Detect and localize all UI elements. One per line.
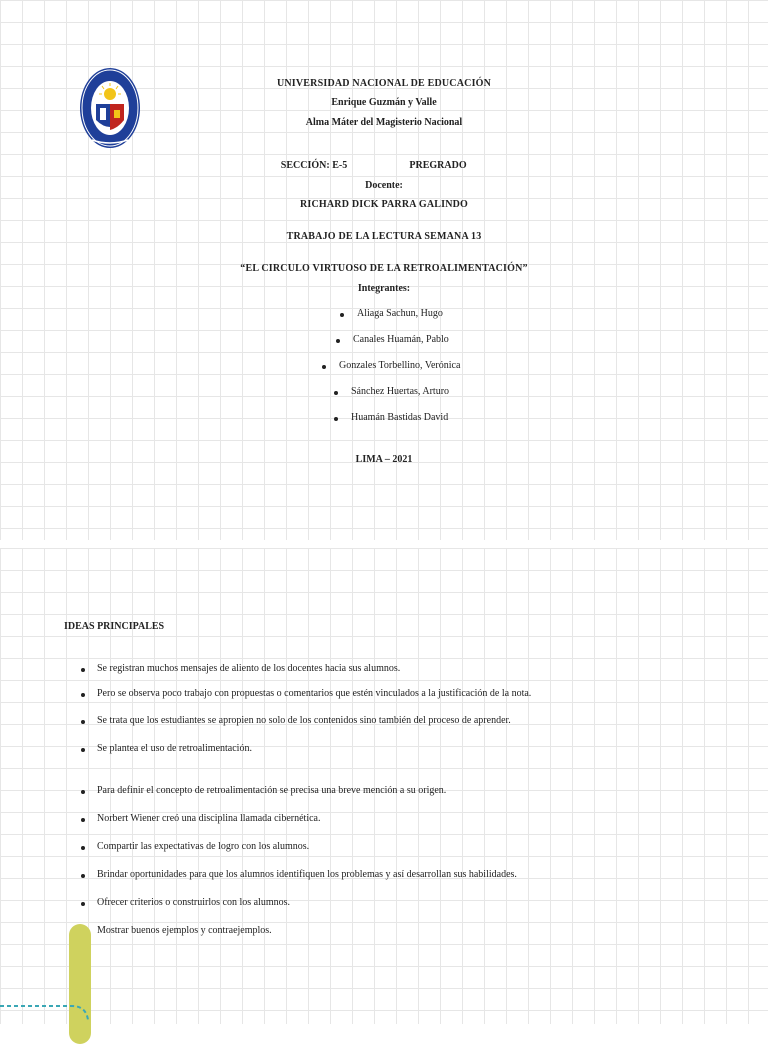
bullet-icon bbox=[336, 339, 340, 343]
ideas-heading: IDEAS PRINCIPALES bbox=[64, 621, 165, 632]
assignment-title: TRABAJO DE LA LECTURA SEMANA 13 bbox=[286, 231, 482, 242]
decorative-dashed-line bbox=[0, 1004, 90, 1026]
member-item: Sánchez Huertas, Arturo bbox=[351, 386, 450, 397]
university-name: UNIVERSIDAD NACIONAL DE EDUCACIÓN bbox=[276, 78, 492, 89]
bullet-icon bbox=[81, 818, 85, 822]
member-item: Canales Huamán, Pablo bbox=[353, 334, 449, 345]
level-label: PREGRADO bbox=[409, 160, 467, 171]
teacher-name: RICHARD DICK PARRA GALINDO bbox=[299, 199, 469, 210]
teacher-label: Docente: bbox=[365, 180, 403, 191]
member-item: Gonzales Torbellino, Verónica bbox=[339, 360, 461, 371]
members-label: Integrantes: bbox=[357, 283, 411, 294]
bullet-icon bbox=[340, 313, 344, 317]
idea-item: Se trata que los estudiantes se apropien no solo de los contenidos sino también del proceso de aprender. bbox=[97, 715, 511, 726]
university-namesake: Enrique Guzmán y Valle bbox=[331, 97, 437, 108]
idea-item: Se plantea el uso de retroalimentación. bbox=[97, 743, 252, 754]
bullet-icon bbox=[81, 790, 85, 794]
bullet-icon bbox=[334, 417, 338, 421]
bullet-icon bbox=[81, 846, 85, 850]
bullet-icon bbox=[81, 902, 85, 906]
section-label: SECCIÓN: E-5 bbox=[280, 160, 348, 171]
bullet-icon bbox=[322, 365, 326, 369]
idea-item: Se registran muchos mensajes de aliento de los docentes hacia sus alumnos. bbox=[97, 663, 401, 674]
place-year: LIMA – 2021 bbox=[355, 454, 413, 465]
idea-item: Pero se observa poco trabajo con propuestas o comentarios que estén vinculados a la justificación de la nota. bbox=[97, 688, 532, 699]
decorative-bar bbox=[69, 924, 91, 1044]
page-separator bbox=[0, 540, 768, 548]
idea-item: Ofrecer criterios o construirlos con los alumnos. bbox=[97, 897, 291, 908]
bullet-icon bbox=[81, 693, 85, 697]
bullet-icon bbox=[81, 668, 85, 672]
bullet-icon bbox=[81, 748, 85, 752]
idea-item: Mostrar buenos ejemplos y contraejemplos. bbox=[97, 925, 272, 936]
idea-item: Para definir el concepto de retroalimentación se precisa una breve mención a su origen. bbox=[97, 785, 447, 796]
university-motto: Alma Máter del Magisterio Nacional bbox=[305, 117, 463, 128]
idea-item: Norbert Wiener creó una disciplina llamada cibernética. bbox=[97, 813, 321, 824]
bullet-icon bbox=[81, 874, 85, 878]
member-item: Aliaga Sachun, Hugo bbox=[357, 308, 443, 319]
idea-item: Compartir las expectativas de logro con los alumnos. bbox=[97, 841, 310, 852]
member-item: Huamán Bastidas David bbox=[351, 412, 449, 423]
reading-title: “EL CIRCULO VIRTUOSO DE LA RETROALIMENTACIÓN” bbox=[240, 263, 528, 274]
bullet-icon bbox=[334, 391, 338, 395]
idea-item: Brindar oportunidades para que los alumnos identifiquen los problemas y así desarrollan sus habilidades. bbox=[97, 869, 517, 880]
bullet-icon bbox=[81, 720, 85, 724]
